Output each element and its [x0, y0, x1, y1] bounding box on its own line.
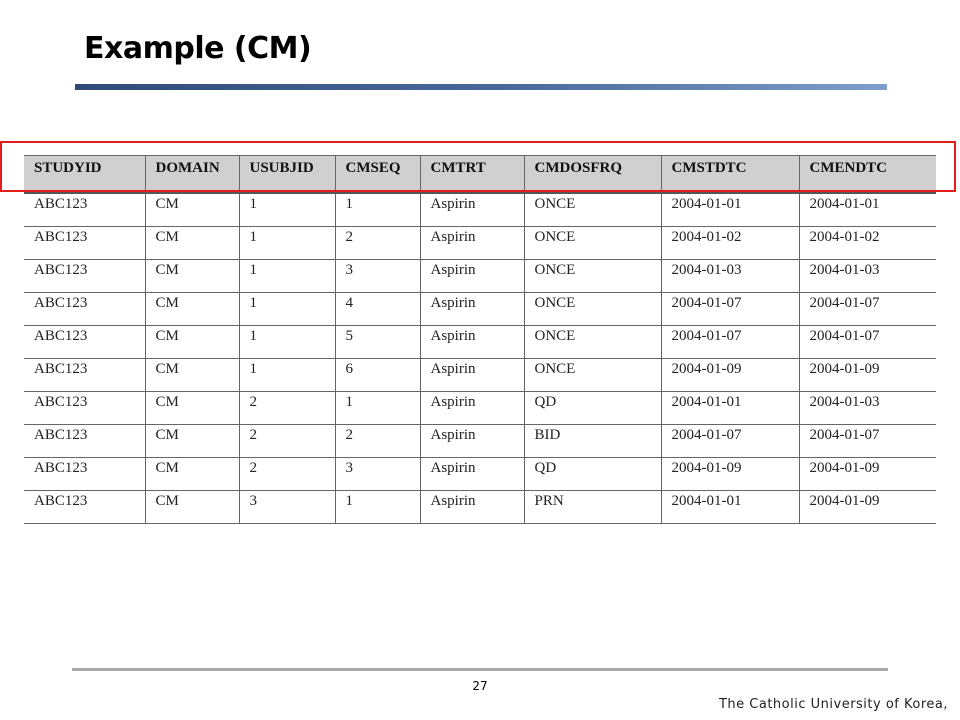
table-cell: 1	[335, 491, 420, 524]
table-cell: 2004-01-07	[661, 293, 799, 326]
header-cell: STUDYID	[24, 156, 145, 194]
table-cell: 2004-01-07	[799, 326, 936, 359]
table-row	[24, 227, 936, 260]
table-cell: BID	[524, 425, 661, 458]
table-cell: 2004-01-01	[661, 392, 799, 425]
table-cell: PRN	[524, 491, 661, 524]
table-cell: 2004-01-07	[799, 293, 936, 326]
cm-domain-table	[24, 155, 936, 524]
table-row	[24, 491, 936, 524]
table-cell: CM	[145, 227, 239, 260]
table-cell: CM	[145, 293, 239, 326]
table-cell: Aspirin	[420, 260, 524, 293]
table-cell: ONCE	[524, 260, 661, 293]
table-cell: CM	[145, 193, 239, 227]
table-cell: ONCE	[524, 227, 661, 260]
table-cell: 2004-01-09	[799, 491, 936, 524]
table-cell: ONCE	[524, 326, 661, 359]
table-row	[24, 193, 936, 227]
table-cell: 1	[239, 193, 335, 227]
table-row	[24, 359, 936, 392]
table-cell: 4	[335, 293, 420, 326]
table-cell: 2	[335, 425, 420, 458]
table-cell: 2004-01-02	[661, 227, 799, 260]
table-cell: 5	[335, 326, 420, 359]
table-row	[24, 392, 936, 425]
table-cell: CM	[145, 458, 239, 491]
organization-name: The Catholic University of Korea,	[718, 697, 948, 712]
table-cell: 2004-01-09	[661, 458, 799, 491]
table-cell: 3	[239, 491, 335, 524]
table-cell: 3	[335, 458, 420, 491]
table-cell: 2004-01-07	[661, 326, 799, 359]
table-row	[24, 293, 936, 326]
table-cell: Aspirin	[420, 458, 524, 491]
header-cell: CMDOSFRQ	[524, 156, 661, 194]
table-cell: ABC123	[24, 227, 145, 260]
table-cell: CM	[145, 425, 239, 458]
header-highlight-box	[0, 141, 956, 192]
header-cell: CMTRT	[420, 156, 524, 194]
table-cell: Aspirin	[420, 425, 524, 458]
table-cell: ONCE	[524, 359, 661, 392]
table-cell: ABC123	[24, 193, 145, 227]
page-number: 27	[472, 679, 488, 693]
table-cell: 6	[335, 359, 420, 392]
table-cell: ABC123	[24, 260, 145, 293]
slide-title: Example (CM)	[84, 31, 312, 66]
header-cell: CMSEQ	[335, 156, 420, 194]
table-cell: Aspirin	[420, 491, 524, 524]
table-cell: 2	[335, 227, 420, 260]
table-cell: 1	[239, 359, 335, 392]
table-cell: Aspirin	[420, 326, 524, 359]
header-cell: DOMAIN	[145, 156, 239, 194]
table-cell: Aspirin	[420, 359, 524, 392]
table-cell: ABC123	[24, 326, 145, 359]
table-cell: ABC123	[24, 293, 145, 326]
table-cell: CM	[145, 326, 239, 359]
table-cell: CM	[145, 260, 239, 293]
table-cell: 2004-01-09	[799, 458, 936, 491]
table-cell: 2004-01-07	[661, 425, 799, 458]
header-cell: CMSTDTC	[661, 156, 799, 194]
table-cell: ABC123	[24, 458, 145, 491]
table-cell: ABC123	[24, 425, 145, 458]
table-cell: 2	[239, 458, 335, 491]
table-cell: 2004-01-03	[799, 392, 936, 425]
table-cell: 1	[335, 392, 420, 425]
table-cell: 2004-01-09	[661, 359, 799, 392]
table-cell: 2004-01-03	[799, 260, 936, 293]
footer-divider	[72, 668, 888, 671]
table-cell: Aspirin	[420, 293, 524, 326]
table-row	[24, 260, 936, 293]
table-cell: 2004-01-01	[799, 193, 936, 227]
table-cell: Aspirin	[420, 392, 524, 425]
table-cell: 1	[335, 193, 420, 227]
table-cell: 2004-01-07	[799, 425, 936, 458]
table-cell: Aspirin	[420, 227, 524, 260]
table-cell: ABC123	[24, 359, 145, 392]
table-cell: 2	[239, 425, 335, 458]
header-cell: CMENDTC	[799, 156, 936, 194]
table-cell: 2	[239, 392, 335, 425]
table-cell: ABC123	[24, 491, 145, 524]
table-cell: 1	[239, 293, 335, 326]
table-cell: 2004-01-09	[799, 359, 936, 392]
table-cell: 1	[239, 326, 335, 359]
table-cell: CM	[145, 359, 239, 392]
table-cell: 2004-01-03	[661, 260, 799, 293]
table-body	[24, 193, 936, 524]
table-cell: QD	[524, 458, 661, 491]
table-cell: ONCE	[524, 193, 661, 227]
table-cell: ONCE	[524, 293, 661, 326]
table-cell: 2004-01-01	[661, 193, 799, 227]
table-cell: CM	[145, 392, 239, 425]
table-cell: 1	[239, 260, 335, 293]
table-row	[24, 326, 936, 359]
table-cell: QD	[524, 392, 661, 425]
table-cell: Aspirin	[420, 193, 524, 227]
table-row	[24, 425, 936, 458]
table-cell: CM	[145, 491, 239, 524]
table-cell: ABC123	[24, 392, 145, 425]
title-divider	[75, 84, 887, 90]
table-cell: 3	[335, 260, 420, 293]
table-cell: 2004-01-01	[661, 491, 799, 524]
table-row	[24, 458, 936, 491]
table-cell: 2004-01-02	[799, 227, 936, 260]
header-cell: USUBJID	[239, 156, 335, 194]
table-cell: 1	[239, 227, 335, 260]
